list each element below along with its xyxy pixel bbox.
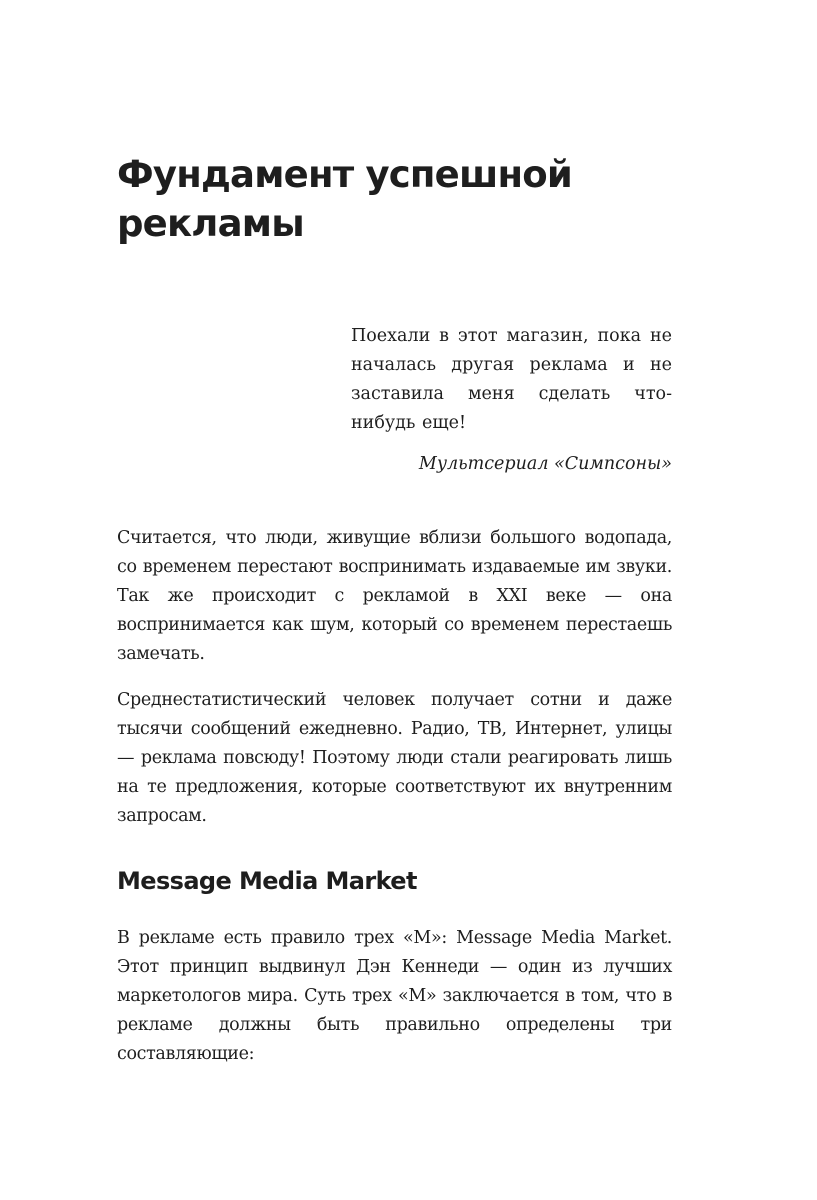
epigraph-quote: Поехали в этот магазин, пока не началась другая реклама и не заставила меня сделать что-нибудь еще! — [351, 326, 672, 433]
section-heading: Message Media Market — [117, 867, 417, 895]
chapter-title: Фундамент успешной рекламы — [117, 153, 572, 245]
body-paragraph: Считается, что люди, живущие вблизи большого водопада, со временем перестают воспринимать издаваемые им звуки. Так же происходит с рекламой в XXI веке — она воспринимается как шум, который со временем перестаешь замечать. — [117, 528, 672, 664]
body-paragraph-1-block — [117, 524, 672, 669]
body-paragraph-2-block — [117, 686, 672, 831]
epigraph-source: Мультсериал «Симпсоны» — [418, 454, 672, 474]
section-paragraph-block — [117, 924, 672, 1069]
epigraph — [351, 322, 672, 479]
section-paragraph: В рекламе есть правило трех «М»: Message Media Market. Этот принцип выдвинул Дэн Кеннеди — один из лучших маркетологов мира. Суть трех «М» заключается в том, что в рекламе должны быть правильно определены три составляющие: — [117, 928, 672, 1064]
body-paragraph: Среднестатистический человек получает сотни и даже тысячи сообщений ежедневно. Радио, ТВ, Интернет, улицы — реклама повсюду! Поэтому люди стали реагировать лишь на те предложения, которые соответствуют их внутренним запросам. — [117, 690, 672, 826]
